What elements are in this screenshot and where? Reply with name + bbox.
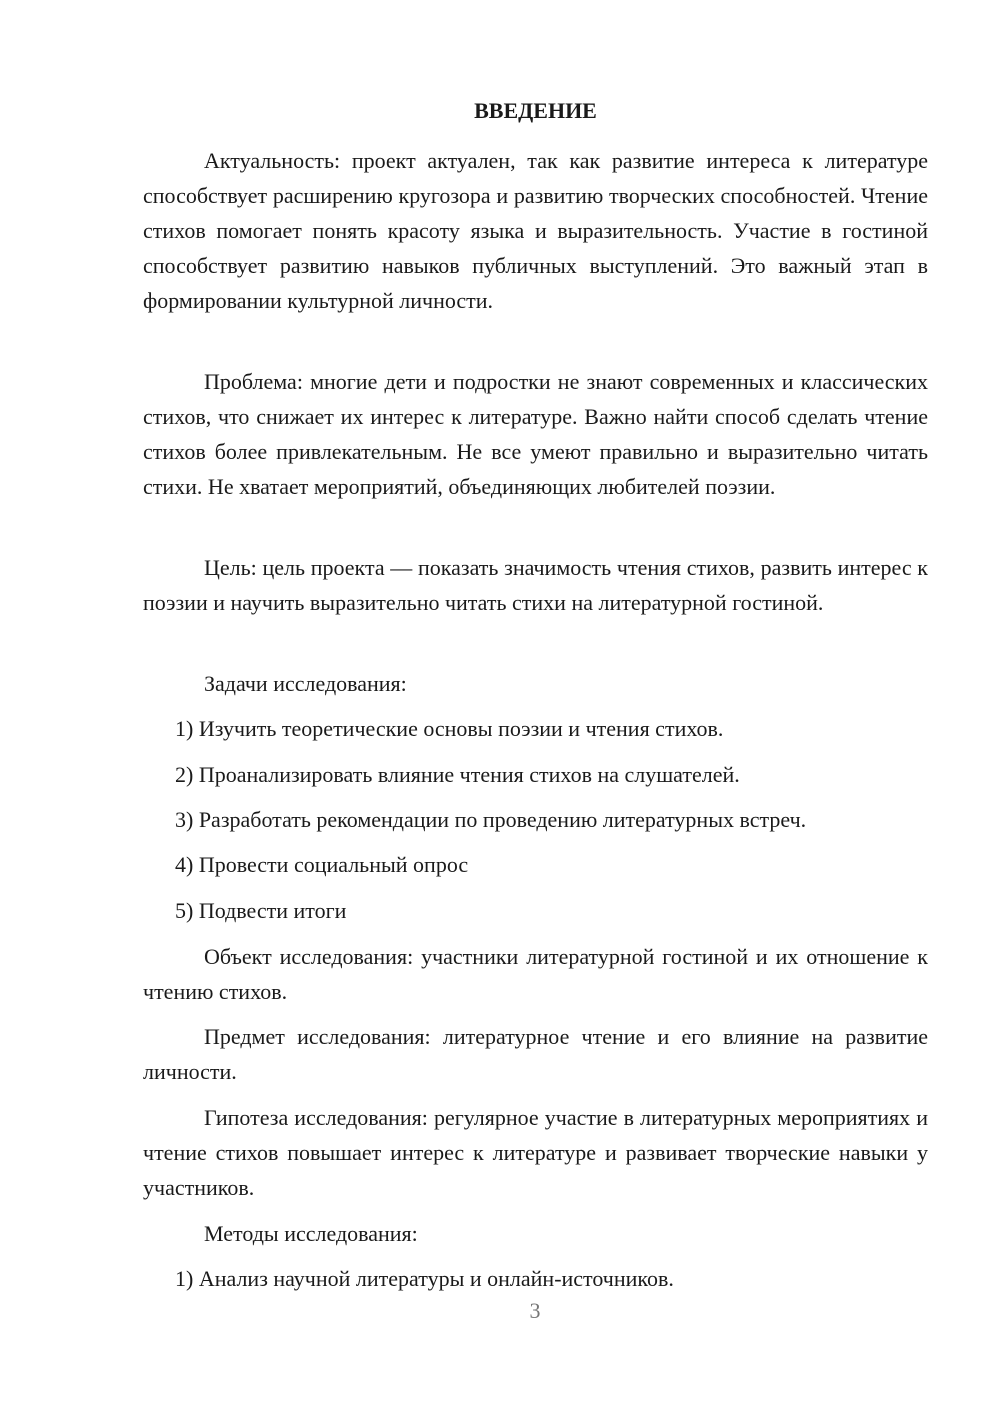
page-title: ВВЕДЕНИЕ (474, 98, 597, 123)
task-item-4: 4) Провести социальный опрос (175, 852, 469, 877)
object-paragraph: Объект исследования: участники литературной гостиной и их отношение к чтению стихов. (143, 944, 928, 1004)
hypothesis-paragraph: Гипотеза исследования: регулярное участие в литературных мероприятиях и чтение стихов повышает интерес к литературе и развивает творческие навыки у участников. (143, 1105, 928, 1200)
page-number: 3 (529, 1298, 541, 1323)
methods-heading: Методы исследования: (204, 1221, 418, 1246)
subject-paragraph: Предмет исследования: литературное чтение и его влияние на развитие личности. (143, 1024, 928, 1084)
goal-paragraph: Цель: цель проекта — показать значимость чтения стихов, развить интерес к поэзии и научить выразительно читать стихи на литературной гостиной. (143, 555, 928, 615)
relevance-paragraph: Актуальность: проект актуален, так как развитие интереса к литературе способствует расширению кругозора и развитию творческих способностей. Чтение стихов помогает понять красоту языка и выразительность. Участие в гостиной способствует развитию навыков публичных выступлений. Это важный этап в формировании культурной личности. (143, 148, 928, 313)
method-item-1: 1) Анализ научной литературы и онлайн-источников. (175, 1266, 674, 1291)
task-item-2: 2) Проанализировать влияние чтения стихов на слушателей. (175, 762, 740, 787)
task-item-1: 1) Изучить теоретические основы поэзии и чтения стихов. (175, 716, 724, 741)
tasks-heading: Задачи исследования: (204, 671, 407, 696)
problem-paragraph: Проблема: многие дети и подростки не знают современных и классических стихов, что снижает их интерес к литературе. Важно найти способ сделать чтение стихов более привлекательным. Не все умеют правильно и выразительно читать стихи. Не хватает мероприятий, объединяющих любителей поэзии. (143, 369, 928, 499)
task-item-3: 3) Разработать рекомендации по проведению литературных встреч. (175, 807, 807, 832)
task-item-5: 5) Подвести итоги (175, 898, 347, 923)
